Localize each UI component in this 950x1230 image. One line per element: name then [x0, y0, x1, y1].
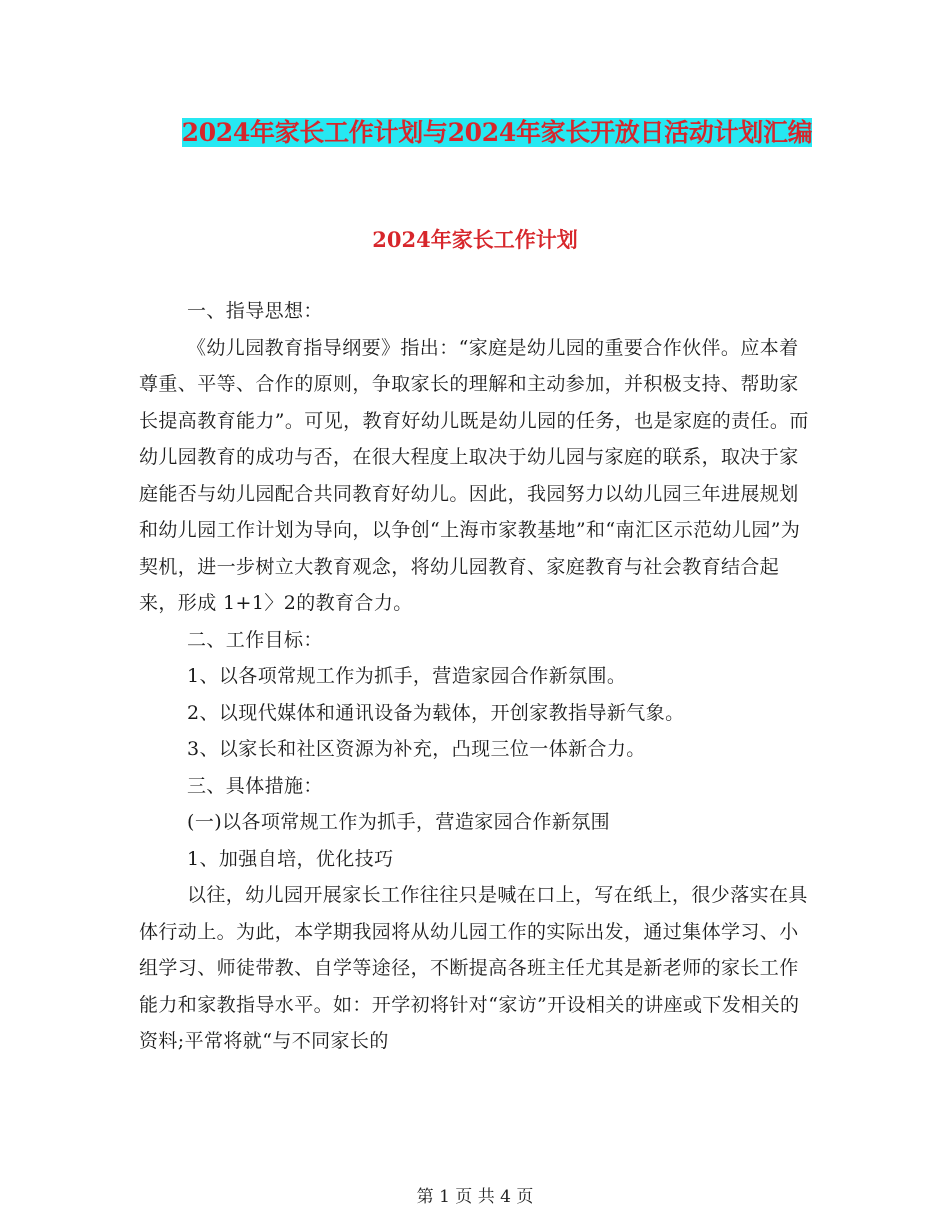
subheading-routine-work: (一)以各项常规工作为抓手，营造家园合作新氛围 — [187, 811, 611, 833]
goal-item-1: 1、以各项常规工作为抓手，营造家园合作新氛围。 — [187, 665, 627, 687]
heading-guiding-ideology: 一、指导思想： — [187, 300, 323, 322]
paragraph-guideline: 《幼儿园教育指导纲要》指出：“家庭是幼儿园的重要合作伙伴。应本着尊重、平等、合作的原则，争取家长的理解和主动参加，并积极支持、帮助家长提高教育能力”。可见，教育好幼儿既是幼儿园的任务，也是家庭的责任。而幼儿园教育的成功与否，在很大程度上取决于幼儿园与家庭的联系，取决于家庭能否与幼儿园配合共同教育好幼儿。因此，我园努力以幼儿园三年进展规划和幼儿园工作计划为导向，以争创“上海市家教基地”和“南汇区示范幼儿园”为契机，进一步树立大教育观念，将幼儿园教育、家庭教育与社会教育结合起来，形成 1+1〉2的教育合力。 — [139, 336, 809, 614]
goal-item-3: 3、以家长和社区资源为补充，凸现三位一体新合力。 — [187, 738, 646, 760]
document-body — [139, 293, 814, 1060]
goal-item-2: 2、以现代媒体和通讯设备为载体，开创家教指导新气象。 — [187, 701, 685, 724]
document-title: 2024年家长工作计划与2024年家长开放日活动计划汇编 — [181, 118, 813, 147]
page-number-footer: 第 1 页 共 4 页 — [416, 1187, 534, 1207]
heading-work-goals: 二、工作目标： — [187, 628, 323, 651]
paragraph-self-training: 以往，幼儿园开展家长工作往往只是喊在口上，写在纸上，很少落实在具体行动上。为此，本学期我园将从幼儿园工作的实际出发，通过集体学习、小组学习、师徒带教、自学等途径，不断提高各班主任尤其是新老师的家长工作能力和家教指导水平。如：开学初将针对“家访”开设相关的讲座或下发相关的资料;平常将就“与不同家长的 — [139, 884, 808, 1052]
heading-specific-measures: 三、具体措施： — [187, 774, 323, 797]
section-title: 2024年家长工作计划 — [372, 227, 578, 252]
subheading-self-training: 1、加强自培，优化技巧 — [187, 847, 394, 870]
